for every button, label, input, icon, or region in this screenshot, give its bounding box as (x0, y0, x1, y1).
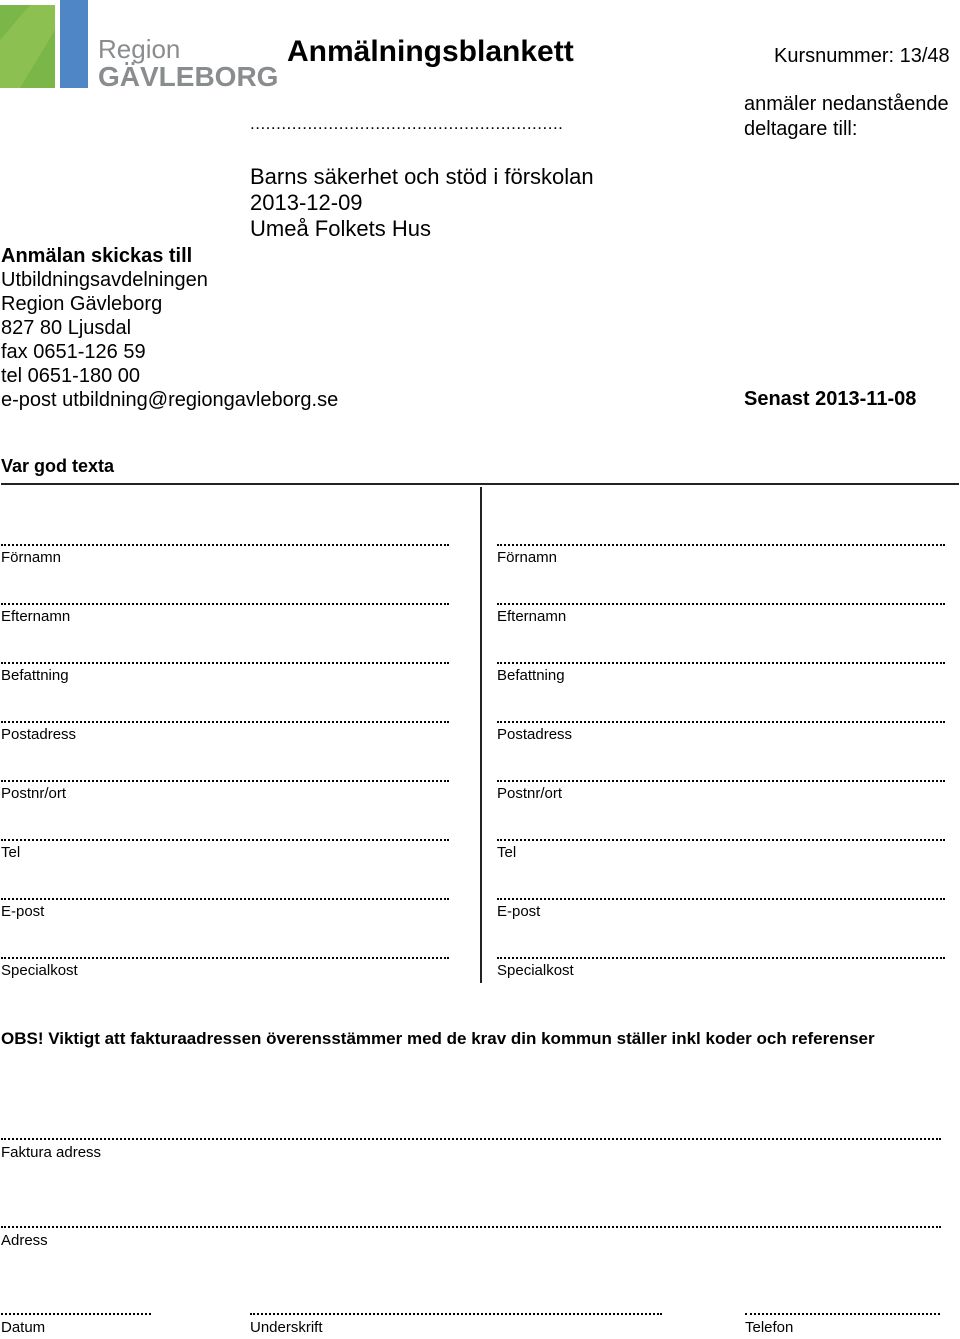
obs-note: OBS! Viktigt att fakturaadressen överensstämmer med de krav din kommun ställer inkl koder och referenser (1, 1029, 875, 1048)
field-label: Underskrift (250, 1319, 323, 1336)
registers-line-2: deltagare till: (744, 118, 858, 140)
participant-2-last-name-field[interactable] (497, 589, 945, 629)
deadline: Senast 2013-11-08 (744, 388, 917, 410)
course-name: Barns säkerhet och stöd i förskolan (250, 164, 594, 189)
course-info (250, 164, 594, 242)
date-field[interactable] (1, 1299, 151, 1339)
form-title: Anmälningsblankett (287, 35, 574, 68)
participant-1-position-field[interactable] (1, 648, 449, 688)
send-to-line: 827 80 Ljusdal (1, 317, 132, 339)
logo-text-region: Region (98, 34, 181, 64)
participant-2-email-field[interactable] (497, 884, 945, 924)
participant-2-position-field[interactable] (497, 648, 945, 688)
field-label: Telefon (745, 1319, 794, 1336)
field-label: Efternamn (497, 608, 567, 625)
divider-vertical (480, 487, 482, 983)
participant-2-postal-field[interactable] (497, 766, 945, 806)
participant-1-address-field[interactable] (1, 707, 449, 747)
participant-1-postal-field[interactable] (1, 766, 449, 806)
field-label: Specialkost (497, 962, 574, 979)
field-label: Adress (1, 1232, 48, 1249)
course-place: Umeå Folkets Hus (250, 216, 431, 241)
participant-1-phone-field[interactable] (1, 825, 449, 865)
region-gavleborg-logo (0, 0, 279, 92)
field-label: Förnamn (1, 549, 62, 566)
send-to-line: Region Gävleborg (1, 293, 163, 315)
send-to-line: fax 0651-126 59 (1, 341, 146, 363)
field-label: Förnamn (497, 549, 558, 566)
field-label: Tel (1, 844, 21, 861)
field-label: Befattning (1, 667, 69, 684)
field-label: Postadress (497, 726, 573, 743)
course-date: 2013-12-09 (250, 190, 363, 215)
send-to-line: tel 0651-180 00 (1, 365, 141, 387)
field-label: Postadress (1, 726, 77, 743)
phone-field[interactable] (745, 1299, 940, 1339)
course-number: Kursnummer: 13/48 (774, 45, 950, 67)
send-to-block (1, 244, 338, 412)
send-to-heading: Anmälan skickas till (1, 245, 193, 267)
field-label: Efternamn (1, 608, 71, 625)
invoice-address-field[interactable] (1, 1124, 941, 1164)
participant-1-first-name-field[interactable] (1, 530, 449, 570)
logo-text-name: GÄVLEBORG (98, 61, 279, 92)
municipality-dotted-field[interactable]: ............................................................ (250, 114, 564, 133)
address-field[interactable] (1, 1212, 941, 1252)
participant-1-last-name-field[interactable] (1, 589, 449, 629)
participant-2-phone-field[interactable] (497, 825, 945, 865)
send-to-email: e-post utbildning@regiongavleborg.se (1, 389, 339, 411)
participant-1-email-field[interactable] (1, 884, 449, 924)
logo-blue-bar (60, 0, 88, 88)
signature-field[interactable] (250, 1299, 662, 1339)
participant-1-special-diet-field[interactable] (1, 943, 449, 983)
registers-text (744, 92, 949, 142)
participant-2-address-field[interactable] (497, 707, 945, 747)
send-to-line: Utbildningsavdelningen (1, 269, 208, 291)
field-label: Datum (1, 1319, 46, 1336)
field-label: E-post (1, 903, 45, 920)
field-label: Postnr/ort (497, 785, 563, 802)
field-label: Postnr/ort (1, 785, 67, 802)
field-label: Tel (497, 844, 517, 861)
participant-2-special-diet-field[interactable] (497, 943, 945, 983)
field-label: Befattning (497, 667, 565, 684)
field-label: Specialkost (1, 962, 78, 979)
field-label: Faktura adress (1, 1144, 102, 1161)
participant-2-first-name-field[interactable] (497, 530, 945, 570)
field-label: E-post (497, 903, 541, 920)
instructions: Var god texta (1, 456, 115, 476)
registers-line-1: anmäler nedanstående (744, 93, 949, 115)
divider-horizontal (1, 483, 959, 485)
